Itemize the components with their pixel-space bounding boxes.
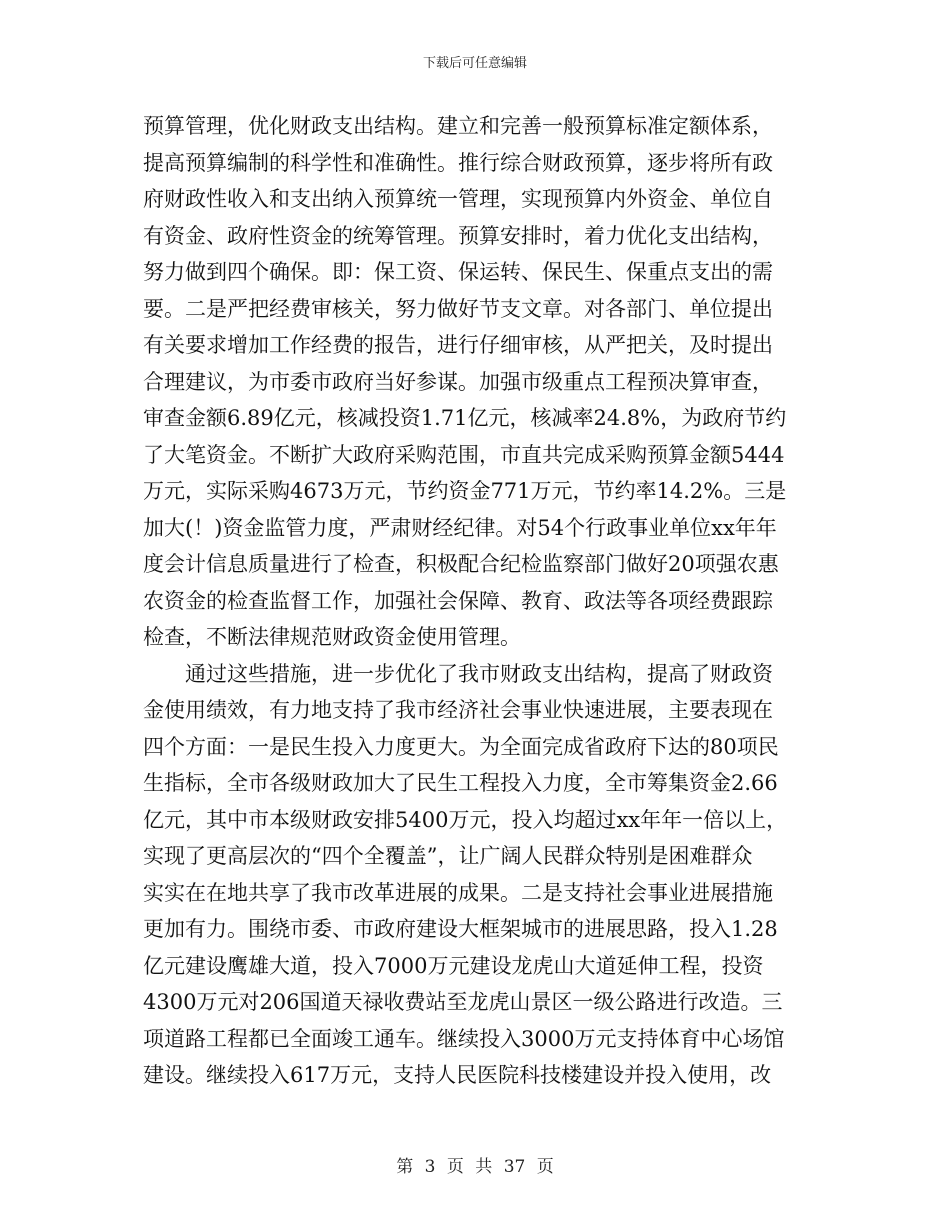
text-line: 四个方面：一是民生投入力度更大。为全面完成省政府下达的80项民 [143,734,779,759]
text-line: 审查金额6.89亿元，核减投资1.71亿元，核减率24.8%，为政府节约 [143,406,787,430]
text-line: 府财政性收入和支出纳入预算统一管理，实现预算内外资金、单位自 [143,187,773,211]
text-line: 亿元，其中市本级财政安排5400万元，投入均超过xx年年一倍以上， [143,807,788,832]
text-line: 金使用绩效，有力地支持了我市经济社会事业快速进展，主要表现在 [143,698,773,722]
text-line: 农资金的检查监督工作，加强社会保障、教育、政法等各项经费跟踪 [143,588,773,613]
text-line: 亿元建设鹰雄大道，投入7000万元建设龙虎山大道延伸工程，投资 [143,953,764,978]
text-line: 实现了更高层次的“四个全覆盖”，让广阔人民群众特别是困难群众 [143,844,753,868]
text-line: 4300万元对206国道天禄收费站至龙虎山景区一级公路进行改造。三 [143,990,783,1014]
text-line: 万元，实际采购4673万元，节约资金771万元，节约率14.2%。三是 [143,479,787,503]
text-line: 合理建议，为市委市政府当好参谋。加强市级重点工程预决算审查， [143,369,773,394]
page-footer: 第 3 页 共 37 页 [396,1157,554,1177]
text-line: 努力做到四个确保。即：保工资、保运转、保民生、保重点支出的需 [143,260,773,284]
text-line: 项道路工程都已全面竣工通车。继续投入3000万元支持体育中心场馆 [143,1026,785,1051]
text-line: 有关要求增加工作经费的报告，进行仔细审核，从严把关，及时提出 [143,333,773,357]
text-line: 度会计信息质量进行了检查，积极配合纪检监察部门做好20项强农惠 [143,552,779,576]
text-line: 提高预算编制的科学性和准确性。推行综合财政预算，逐步将所有政 [143,150,773,175]
text-line: 加大(！)资金监管力度，严肃财经纪律。对54个行政事业单位xx年年 [143,515,777,540]
text-line: 检查，不断法律规范财政资金使用管理。 [143,625,521,649]
text-line: 生指标，全市各级财政加大了民生工程投入力度，全市筹集资金2.66 [143,771,778,795]
text-line: 建设。继续投入617万元，支持人民医院科技楼建设并投入使用，改 [143,1063,772,1087]
text-line: 要。二是严把经费审核关，努力做好节支文章。对各部门、单位提出 [143,296,773,321]
document-body [143,108,811,1094]
text-line: 实实在在地共享了我市改革进展的成果。二是支持社会事业进展措施 [143,880,773,905]
text-line: 有资金、政府性资金的统筹管理。预算安排时，着力优化支出结构， [143,223,773,248]
paragraph-first-line: 通过这些措施，进一步优化了我市财政支出结构，提高了财政资 [185,661,773,686]
text-line: 预算管理，优化财政支出结构。建立和完善一般预算标准定额体系， [143,114,773,138]
text-line: 了大笔资金。不断扩大政府采购范围，市直共完成采购预算金额5444 [143,442,785,467]
page-header: 下载后可任意编辑 [422,56,527,71]
text-line: 更加有力。围绕市委、市政府建设大框架城市的进展思路，投入1.28 [143,917,778,941]
